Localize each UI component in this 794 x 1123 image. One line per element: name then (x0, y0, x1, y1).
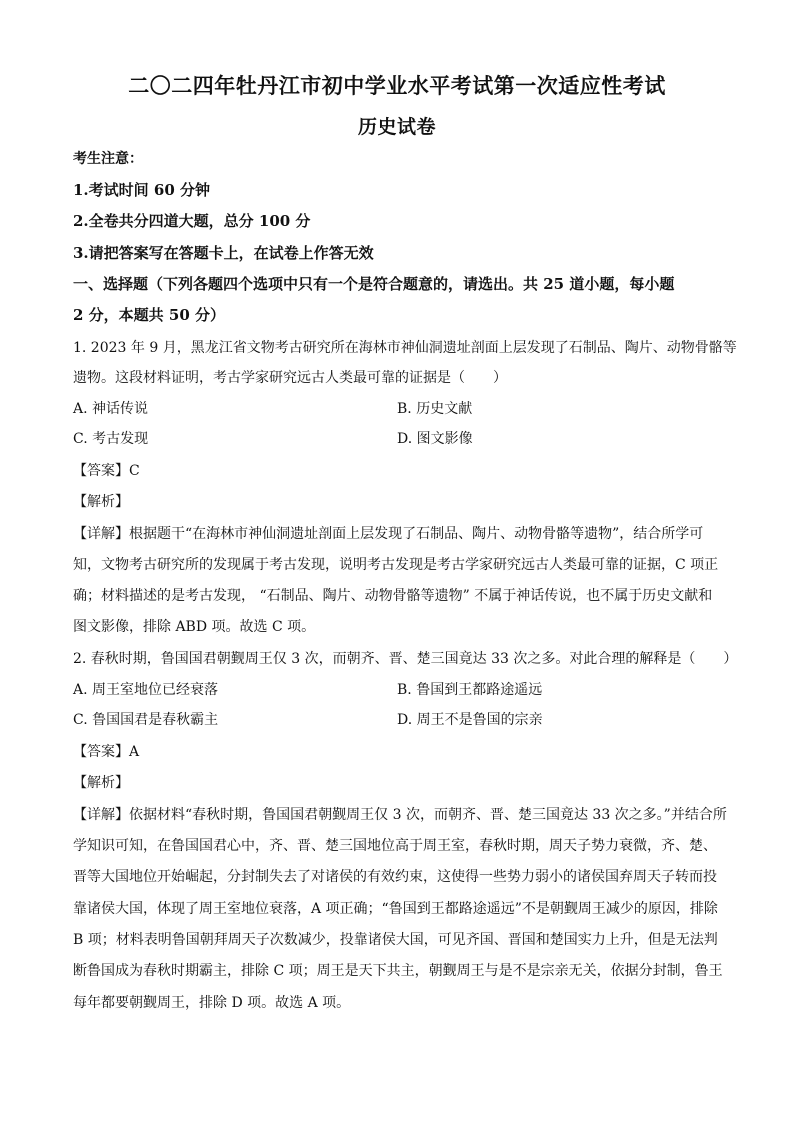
option-d: D. 图文影像 (397, 431, 473, 447)
analysis-label: 【解析】 (73, 494, 129, 510)
page-title: 二〇二四年牡丹江市初中学业水平考试第一次适应性考试 (128, 73, 666, 98)
question-stem: 2. 春秋时期，鲁国国君朝觐周王仅 3 次，而朝齐、晋、楚三国竟达 33 次之多。对此合理的解释是（ ） (73, 651, 738, 667)
question-stem: 1. 2023 年 9 月，黑龙江省文物考古研究所在海林市神仙洞遗址剖面上层发现了石制品、陶片、动物骨骼等 (73, 340, 737, 356)
option-b: B. 历史文献 (397, 401, 473, 417)
option-b: B. 鲁国到王都路途遥远 (397, 682, 543, 698)
detail-text: 【详解】根据题干“在海林市神仙洞遗址剖面上层发现了石制品、陶片、动物骨骼等遗物”，结合所学可 (73, 526, 704, 542)
notice-heading: 考生注意： (73, 151, 143, 167)
detail-text: B 项；材料表明鲁国朝拜周天子次数减少，投靠诸侯大国，可见齐国、晋国和楚国实力上升，但是无法判 (73, 932, 718, 948)
section-heading-cont: 2 分，本题共 50 分） (73, 306, 225, 324)
option-c: C. 鲁国国君是春秋霸主 (73, 712, 219, 728)
option-a: A. 神话传说 (73, 401, 149, 417)
detail-text: 确；材料描述的是考古发现， “石制品、陶片、动物骨骼等遗物” 不属于神话传说，也不属于历史文献和 (73, 588, 713, 604)
option-a: A. 周王室地位已经衰落 (73, 682, 219, 698)
question-stem: 遗物。这段材料证明，考古学家研究远古人类最可靠的证据是（ ） (73, 370, 507, 386)
detail-text: 每年都要朝觐周王，排除 D 项。故选 A 项。 (73, 995, 351, 1011)
notice-item: 2.全卷共分四道大题，总分 100 分 (73, 212, 311, 230)
detail-text: 【详解】依据材料“春秋时期，鲁国国君朝觐周王仅 3 次，而朝齐、晋、楚三国竟达 33 次之多。”并结合所 (73, 807, 727, 823)
notice-item: 1.考试时间 60 分钟 (73, 181, 210, 199)
detail-text: 断鲁国成为春秋时期霸主，排除 C 项；周王是天下共主，朝觐周王与是不是宗亲无关，依据分封制，鲁王 (73, 963, 723, 979)
section-heading: 一、选择题（下列各题四个选项中只有一个是符合题意的，请选出。共 25 道小题，每小题 (73, 275, 675, 293)
answer-label: 【答案】A (73, 744, 140, 760)
detail-text: 晋等大国地位开始崛起，分封制失去了对诸侯的有效约束，这使得一些势力弱小的诸侯国弃周天子转而投 (73, 869, 717, 885)
analysis-label: 【解析】 (73, 775, 129, 791)
notice-item: 3.请把答案写在答题卡上，在试卷上作答无效 (73, 244, 374, 262)
option-c: C. 考古发现 (73, 431, 149, 447)
answer-label: 【答案】C (73, 463, 140, 479)
detail-text: 学知识可知，在鲁国国君心中，齐、晋、楚三国地位高于周王室，春秋时期，周天子势力衰微，齐、楚、 (73, 838, 717, 854)
page-subtitle: 历史试卷 (357, 116, 436, 138)
detail-text: 靠诸侯大国，体现了周王室地位衰落，A 项正确；“鲁国到王都路途遥远”不是朝觐周王减少的原因，排除 (73, 901, 718, 917)
detail-text: 知，文物考古研究所的发现属于考古发现，说明考古发现是考古学家研究远古人类最可靠的证据，C 项正 (73, 557, 719, 573)
option-d: D. 周王不是鲁国的宗亲 (397, 712, 543, 728)
detail-text: 图文影像，排除 ABD 项。故选 C 项。 (73, 619, 316, 635)
